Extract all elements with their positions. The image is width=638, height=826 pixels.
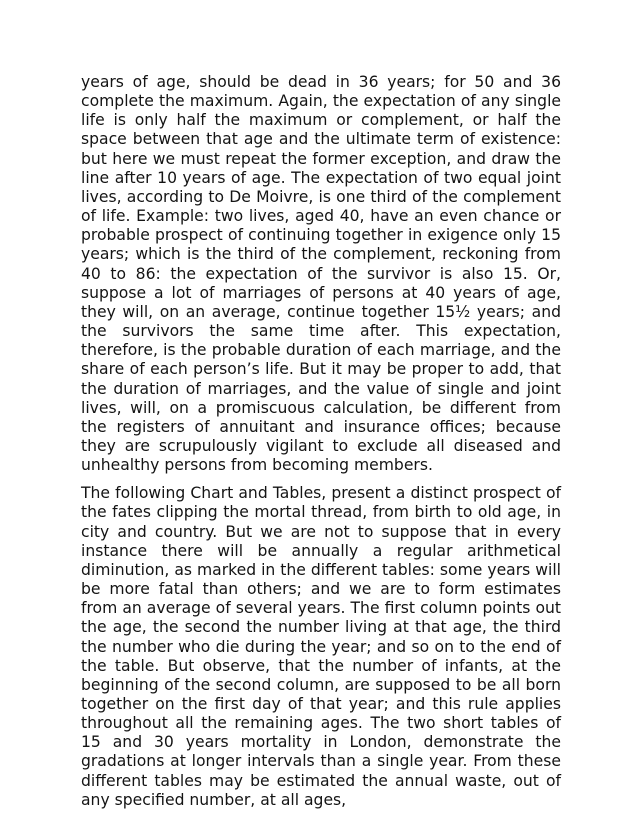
paragraph-1: years of age, should be dead in 36 years; for 50 and 36 complete the maximum. Again, the expectation of any single life is only half the maximum or complement, or half the space between that age and the ultimate term of existence: but here we must repeat the former exception, and draw the line after 10 years of age. The expectation of two equal joint lives, according to De Moivre, is one third of the complement of life. Example: two lives, aged 40, have an even chance or probable prospect of continuing together in exigence only 15 years; which is the third of the complement, reckoning from 40 to 86: the expectation of the survivor is also 15. Or, suppose a lot of marriages of persons at 40 years of age, they will, on an average, continue together 15½ years; and the survivors the same time after. This expectation, therefore, is the probable duration of each marriage, and the share of each person’s life. But it may be proper to add, that the duration of marriages, and the value of single and joint lives, will, on a promiscuous calculation, be different from the registers of annuitant and insurance offices; because they are scrupulously vigilant to exclude all diseased and unhealthy persons from becoming members.	[81, 73, 561, 475]
paragraph-2: The following Chart and Tables, present a distinct prospect of the fates clipping the mortal thread, from birth to old age, in city and country. But we are not to suppose that in every instance there will be annually a regular arithmetical diminution, as marked in the different tables: some years will be more fatal than others; and we are to form estimates from an average of several years. The first column points out the age, the second the number living at that age, the third the number who die during the year; and so on to the end of the table. But observe, that the number of infants, at the beginning of the second column, are supposed to be all born together on the first day of that year; and this rule applies throughout all the remaining ages. The two short tables of 15 and 30 years mortality in London, demonstrate the gradations at longer intervals than a single year. From these different tables may be estimated the annual waste, out of any specified number, at all ages,	[81, 484, 561, 809]
document-page	[81, 73, 561, 810]
